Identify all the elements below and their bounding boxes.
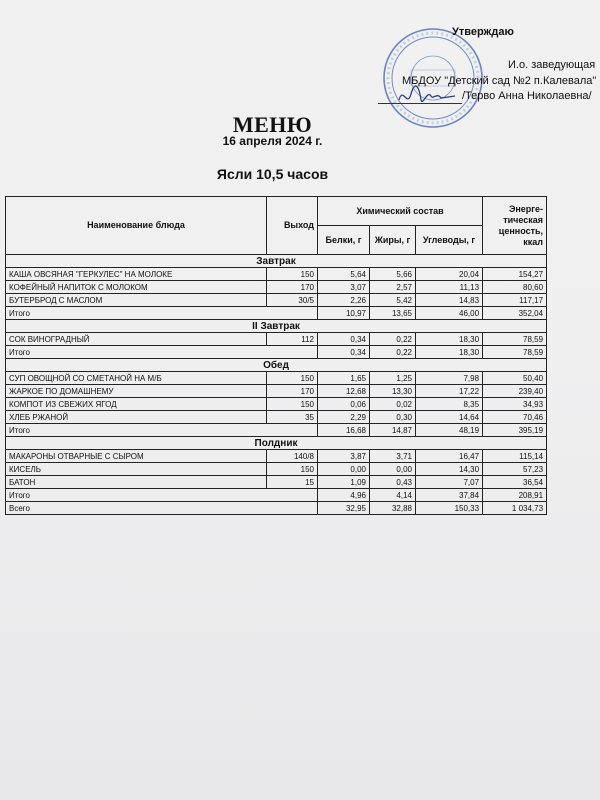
dish-carb: 16,47 — [416, 450, 483, 463]
dish-carb: 14,83 — [416, 294, 483, 307]
dish-yield: 170 — [267, 385, 318, 398]
dish-energy: 57,23 — [483, 463, 547, 476]
total-label: Итого — [6, 489, 318, 502]
menu-date: 16 апреля 2024 г. — [222, 134, 323, 148]
total-protein: 16,68 — [318, 424, 370, 437]
dish-carb: 17,22 — [416, 385, 483, 398]
dish-fat: 2,57 — [370, 281, 416, 294]
signature-line — [378, 103, 462, 104]
dish-name: МАКАРОНЫ ОТВАРНЫЕ С СЫРОМ — [6, 450, 267, 463]
dish-protein: 1,09 — [318, 476, 370, 489]
table-row — [6, 333, 547, 346]
table-row — [6, 281, 547, 294]
total-fat: 4,14 — [370, 489, 416, 502]
dish-yield: 150 — [267, 398, 318, 411]
dish-name: КАША ОВСЯНАЯ "ГЕРКУЛЕС" НА МОЛОКЕ — [6, 268, 267, 281]
dish-yield: 140/8 — [267, 450, 318, 463]
total-label: Итого — [6, 307, 318, 320]
section-header-row — [6, 255, 547, 268]
dish-protein: 0,06 — [318, 398, 370, 411]
section-title: Полдник — [6, 437, 547, 450]
section-header-row — [6, 320, 547, 333]
dish-protein: 0,34 — [318, 333, 370, 346]
dish-name: СУП ОВОЩНОЙ СО СМЕТАНОЙ НА М/Б — [6, 372, 267, 385]
total-energy: 78,59 — [483, 346, 547, 359]
dish-energy: 70,46 — [483, 411, 547, 424]
dish-fat: 5,42 — [370, 294, 416, 307]
dish-energy: 80,60 — [483, 281, 547, 294]
total-label: Итого — [6, 346, 318, 359]
dish-energy: 50,40 — [483, 372, 547, 385]
dish-carb: 14,30 — [416, 463, 483, 476]
dish-energy: 117,17 — [483, 294, 547, 307]
menu-table — [5, 196, 547, 515]
dish-name: ЖАРКОЕ ПО ДОМАШНЕМУ — [6, 385, 267, 398]
grand-total-label: Всего — [6, 502, 318, 515]
dish-energy: 239,40 — [483, 385, 547, 398]
dish-fat: 5,66 — [370, 268, 416, 281]
table-row — [6, 450, 547, 463]
grand-total-carb: 150,33 — [416, 502, 483, 515]
total-label: Итого — [6, 424, 318, 437]
total-fat: 13,65 — [370, 307, 416, 320]
dish-carb: 20,04 — [416, 268, 483, 281]
dish-name: КОМПОТ ИЗ СВЕЖИХ ЯГОД — [6, 398, 267, 411]
dish-fat: 0,00 — [370, 463, 416, 476]
dish-fat: 3,71 — [370, 450, 416, 463]
total-row — [6, 307, 547, 320]
dish-fat: 0,22 — [370, 333, 416, 346]
dish-energy: 154,27 — [483, 268, 547, 281]
total-protein: 4,96 — [318, 489, 370, 502]
dish-yield: 150 — [267, 463, 318, 476]
header-protein: Белки, г — [318, 226, 370, 255]
dish-protein: 0,00 — [318, 463, 370, 476]
dish-carb: 11,13 — [416, 281, 483, 294]
dish-protein: 5,64 — [318, 268, 370, 281]
header-yield: Выход — [267, 197, 318, 255]
dish-protein: 3,87 — [318, 450, 370, 463]
total-carb: 46,00 — [416, 307, 483, 320]
total-carb: 37,84 — [416, 489, 483, 502]
dish-carb: 7,98 — [416, 372, 483, 385]
header-chem: Химический состав — [318, 197, 483, 226]
table-row — [6, 398, 547, 411]
dish-name: СОК ВИНОГРАДНЫЙ — [6, 333, 267, 346]
menu-table-body — [6, 255, 547, 515]
dish-yield: 30/5 — [267, 294, 318, 307]
dish-name: БАТОН — [6, 476, 267, 489]
dish-name: БУТЕРБРОД С МАСЛОМ — [6, 294, 267, 307]
dish-protein: 1,65 — [318, 372, 370, 385]
dish-protein: 3,07 — [318, 281, 370, 294]
dish-protein: 2,29 — [318, 411, 370, 424]
approval-name: /Терво Анна Николаевна/ — [462, 90, 592, 102]
table-row — [6, 476, 547, 489]
dish-energy: 36,54 — [483, 476, 547, 489]
total-protein: 0,34 — [318, 346, 370, 359]
section-header-row — [6, 359, 547, 372]
approval-title: Утверждаю — [452, 26, 514, 38]
approval-org: МБДОУ "Детский сад №2 п.Калевала" — [402, 75, 597, 87]
section-title: II Завтрак — [6, 320, 547, 333]
menu-group: Ясли 10,5 часов — [216, 166, 329, 182]
grand-total-fat: 32,88 — [370, 502, 416, 515]
dish-yield: 112 — [267, 333, 318, 346]
dish-fat: 0,02 — [370, 398, 416, 411]
dish-carb: 7,07 — [416, 476, 483, 489]
table-row — [6, 385, 547, 398]
total-energy: 352,04 — [483, 307, 547, 320]
total-energy: 395,19 — [483, 424, 547, 437]
total-carb: 18,30 — [416, 346, 483, 359]
total-energy: 208,91 — [483, 489, 547, 502]
table-row — [6, 463, 547, 476]
dish-name: ХЛЕБ РЖАНОЙ — [6, 411, 267, 424]
dish-carb: 8,35 — [416, 398, 483, 411]
header-carb: Углеводы, г — [416, 226, 483, 255]
table-row — [6, 294, 547, 307]
dish-protein: 2,26 — [318, 294, 370, 307]
total-fat: 0,22 — [370, 346, 416, 359]
table-row — [6, 411, 547, 424]
dish-protein: 12,68 — [318, 385, 370, 398]
dish-fat: 1,25 — [370, 372, 416, 385]
dish-name: КОФЕЙНЫЙ НАПИТОК С МОЛОКОМ — [6, 281, 267, 294]
dish-yield: 150 — [267, 372, 318, 385]
dish-energy: 115,14 — [483, 450, 547, 463]
menu-title: МЕНЮ — [232, 112, 313, 137]
dish-yield: 35 — [267, 411, 318, 424]
dish-energy: 78,59 — [483, 333, 547, 346]
header-dish-name: Наименование блюда — [6, 197, 267, 255]
grand-total-protein: 32,95 — [318, 502, 370, 515]
dish-carb: 18,30 — [416, 333, 483, 346]
total-carb: 48,19 — [416, 424, 483, 437]
dish-name: КИСЕЛЬ — [6, 463, 267, 476]
total-row — [6, 424, 547, 437]
section-title: Завтрак — [6, 255, 547, 268]
section-header-row — [6, 437, 547, 450]
grand-total-row — [6, 502, 547, 515]
header-energy: Энерге-тическая ценность, ккал — [483, 197, 547, 255]
header-fat: Жиры, г — [370, 226, 416, 255]
dish-carb: 14,64 — [416, 411, 483, 424]
total-protein: 10,97 — [318, 307, 370, 320]
dish-yield: 150 — [267, 268, 318, 281]
dish-yield: 15 — [267, 476, 318, 489]
total-fat: 14,87 — [370, 424, 416, 437]
table-row — [6, 372, 547, 385]
table-row — [6, 268, 547, 281]
dish-energy: 34,93 — [483, 398, 547, 411]
section-title: Обед — [6, 359, 547, 372]
dish-yield: 170 — [267, 281, 318, 294]
dish-fat: 13,30 — [370, 385, 416, 398]
total-row — [6, 346, 547, 359]
dish-fat: 0,43 — [370, 476, 416, 489]
total-row — [6, 489, 547, 502]
dish-fat: 0,30 — [370, 411, 416, 424]
approval-role: И.о. заведующая — [508, 59, 596, 71]
grand-total-energy: 1 034,73 — [483, 502, 547, 515]
